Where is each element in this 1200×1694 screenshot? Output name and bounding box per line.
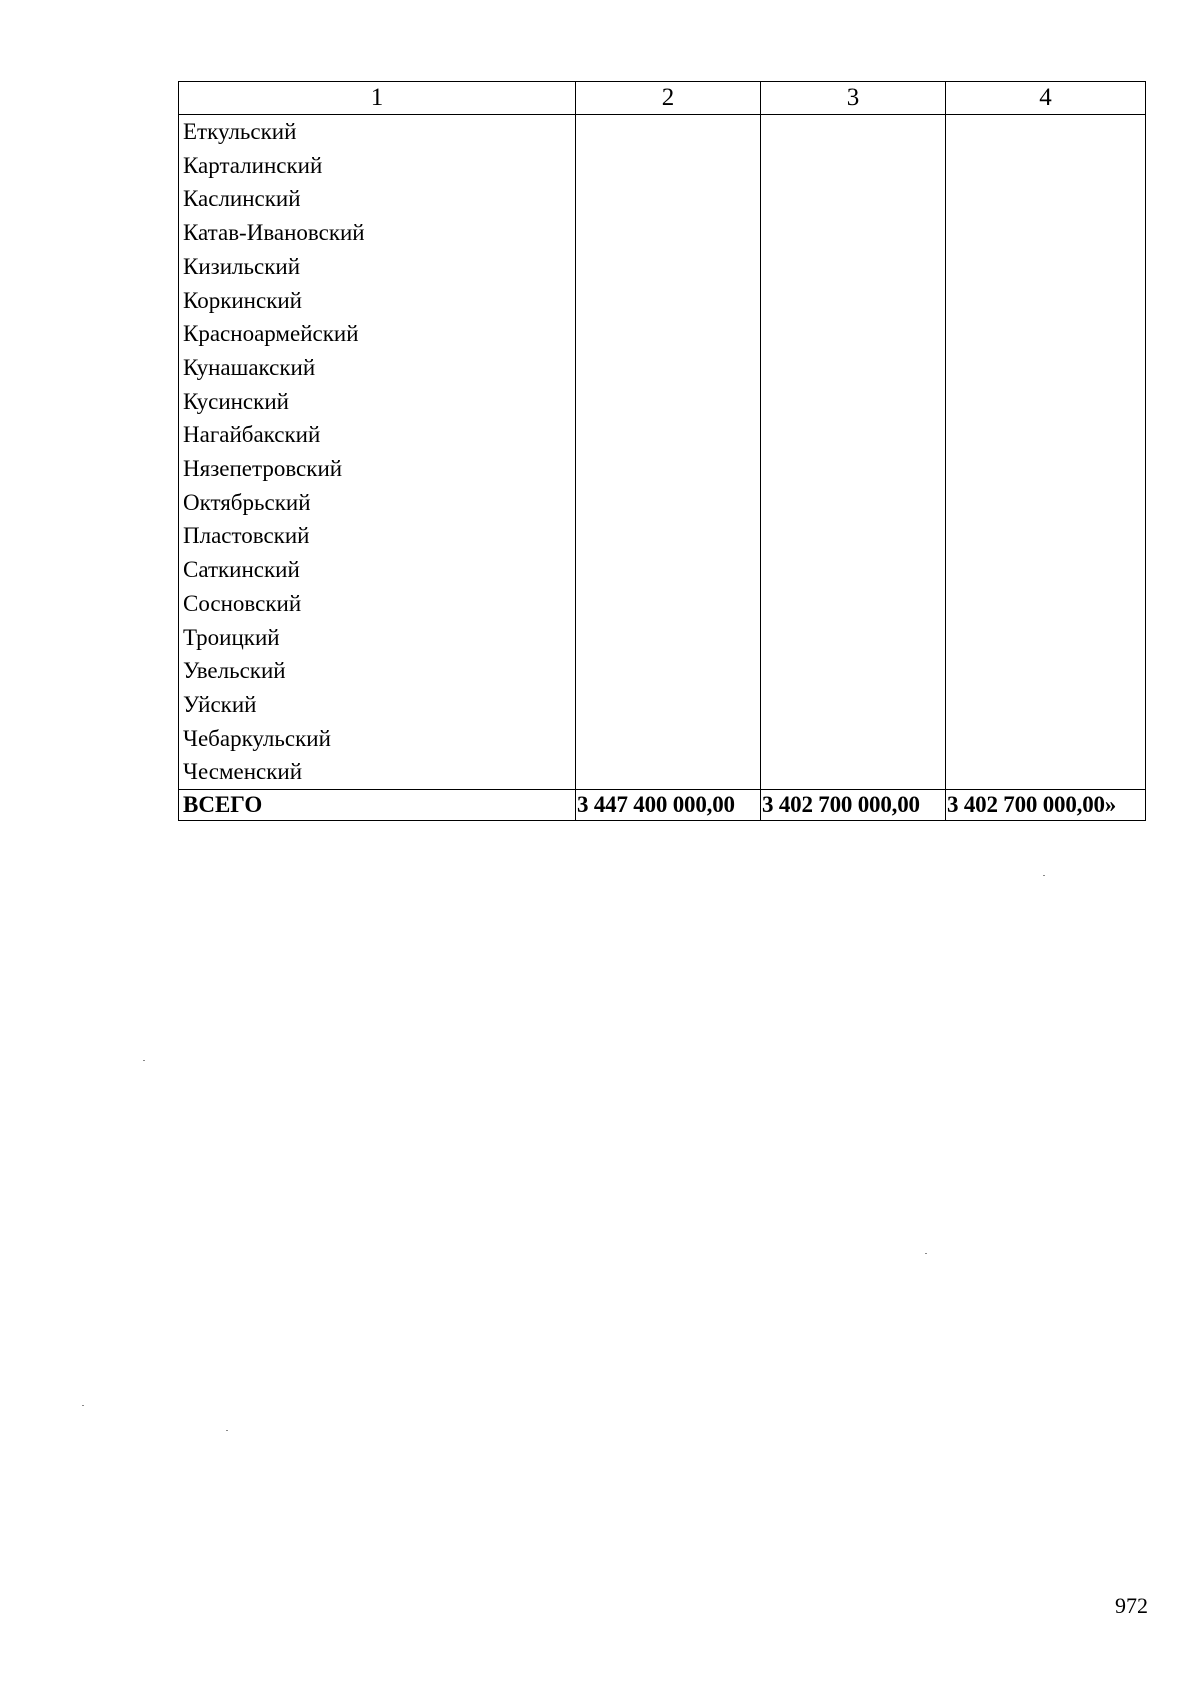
budget-table [178, 81, 1146, 821]
empty-cell-col-3 [761, 587, 946, 621]
empty-cell-col-3 [761, 621, 946, 655]
district-name: Чебаркульский [179, 722, 576, 756]
scan-speck [1043, 875, 1045, 876]
empty-cell-col-3 [761, 149, 946, 183]
empty-cell-col-4 [946, 216, 1146, 250]
empty-cell-col-4 [946, 519, 1146, 553]
total-row [179, 790, 1146, 821]
empty-cell-col-4 [946, 385, 1146, 419]
table-row [179, 250, 1146, 284]
empty-cell-col-2 [576, 587, 761, 621]
district-name: Саткинский [179, 553, 576, 587]
empty-cell-col-4 [946, 284, 1146, 318]
district-name: Пластовский [179, 519, 576, 553]
table-row [179, 755, 1146, 789]
empty-cell-col-2 [576, 688, 761, 722]
empty-cell-col-4 [946, 621, 1146, 655]
empty-cell-col-3 [761, 115, 946, 149]
column-header-1: 1 [179, 82, 576, 115]
district-name: Нязепетровский [179, 452, 576, 486]
district-name: Уйский [179, 688, 576, 722]
empty-cell-col-4 [946, 418, 1146, 452]
empty-cell-col-4 [946, 654, 1146, 688]
empty-cell-col-2 [576, 182, 761, 216]
empty-cell-col-3 [761, 486, 946, 520]
table-row [179, 553, 1146, 587]
district-name: Нагайбакский [179, 418, 576, 452]
empty-cell-col-3 [761, 688, 946, 722]
table-row [179, 351, 1146, 385]
table-row [179, 149, 1146, 183]
table-row [179, 722, 1146, 756]
district-name: Троицкий [179, 621, 576, 655]
empty-cell-col-2 [576, 452, 761, 486]
empty-cell-col-2 [576, 654, 761, 688]
district-name: Красноармейский [179, 317, 576, 351]
empty-cell-col-4 [946, 250, 1146, 284]
table-row [179, 587, 1146, 621]
empty-cell-col-2 [576, 284, 761, 318]
total-label: ВСЕГО [179, 790, 576, 821]
district-name: Карталинский [179, 149, 576, 183]
empty-cell-col-2 [576, 317, 761, 351]
empty-cell-col-2 [576, 216, 761, 250]
empty-cell-col-3 [761, 385, 946, 419]
district-name: Каслинский [179, 182, 576, 216]
empty-cell-col-2 [576, 250, 761, 284]
column-header-3: 3 [761, 82, 946, 115]
district-name: Кусинский [179, 385, 576, 419]
empty-cell-col-2 [576, 553, 761, 587]
table-row [179, 317, 1146, 351]
empty-cell-col-3 [761, 452, 946, 486]
empty-cell-col-3 [761, 250, 946, 284]
district-name: Коркинский [179, 284, 576, 318]
empty-cell-col-3 [761, 654, 946, 688]
table-row [179, 486, 1146, 520]
empty-cell-col-4 [946, 115, 1146, 149]
district-name: Кунашакский [179, 351, 576, 385]
empty-cell-col-3 [761, 755, 946, 789]
table-row [179, 182, 1146, 216]
empty-cell-col-2 [576, 418, 761, 452]
empty-cell-col-3 [761, 317, 946, 351]
table-row [179, 284, 1146, 318]
district-name: Октябрьский [179, 486, 576, 520]
scan-speck [143, 1060, 145, 1061]
table-body [179, 115, 1146, 790]
empty-cell-col-3 [761, 722, 946, 756]
total-col-4: 3 402 700 000,00» [946, 790, 1146, 821]
empty-cell-col-2 [576, 486, 761, 520]
district-name: Еткульский [179, 115, 576, 149]
empty-cell-col-2 [576, 385, 761, 419]
district-name: Чесменский [179, 755, 576, 789]
empty-cell-col-3 [761, 216, 946, 250]
column-header-4: 4 [946, 82, 1146, 115]
district-name: Увельский [179, 654, 576, 688]
table-row [179, 418, 1146, 452]
empty-cell-col-4 [946, 755, 1146, 789]
table-row [179, 115, 1146, 149]
empty-cell-col-4 [946, 182, 1146, 216]
empty-cell-col-3 [761, 182, 946, 216]
empty-cell-col-2 [576, 722, 761, 756]
table-row [179, 654, 1146, 688]
table-row [179, 216, 1146, 250]
total-col-3: 3 402 700 000,00 [761, 790, 946, 821]
scan-speck [925, 1253, 927, 1254]
column-header-2: 2 [576, 82, 761, 115]
empty-cell-col-4 [946, 587, 1146, 621]
district-name: Кизильский [179, 250, 576, 284]
page-number: 972 [1115, 1593, 1148, 1618]
table-row [179, 688, 1146, 722]
empty-cell-col-4 [946, 688, 1146, 722]
empty-cell-col-3 [761, 418, 946, 452]
header-row [179, 82, 1146, 115]
empty-cell-col-2 [576, 519, 761, 553]
empty-cell-col-3 [761, 519, 946, 553]
empty-cell-col-4 [946, 149, 1146, 183]
empty-cell-col-3 [761, 284, 946, 318]
empty-cell-col-2 [576, 115, 761, 149]
empty-cell-col-4 [946, 553, 1146, 587]
empty-cell-col-4 [946, 351, 1146, 385]
table-row [179, 621, 1146, 655]
empty-cell-col-3 [761, 351, 946, 385]
total-col-2: 3 447 400 000,00 [576, 790, 761, 821]
table-row [179, 385, 1146, 419]
empty-cell-col-2 [576, 351, 761, 385]
table-row [179, 452, 1146, 486]
empty-cell-col-3 [761, 553, 946, 587]
empty-cell-col-4 [946, 722, 1146, 756]
district-name: Сосновский [179, 587, 576, 621]
empty-cell-col-4 [946, 486, 1146, 520]
scan-speck [82, 1405, 84, 1406]
empty-cell-col-4 [946, 452, 1146, 486]
scan-speck [226, 1430, 228, 1431]
district-name: Катав-Ивановский [179, 216, 576, 250]
empty-cell-col-2 [576, 149, 761, 183]
empty-cell-col-4 [946, 317, 1146, 351]
table-row [179, 519, 1146, 553]
empty-cell-col-2 [576, 621, 761, 655]
empty-cell-col-2 [576, 755, 761, 789]
